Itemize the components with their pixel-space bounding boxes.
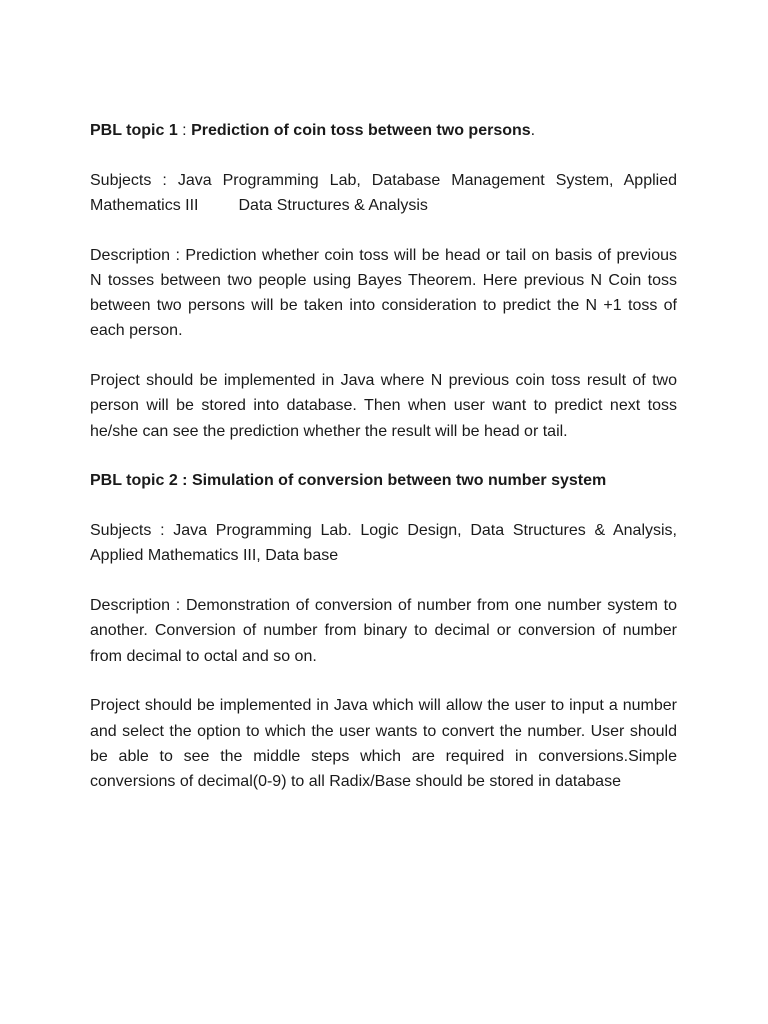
topic1-project: Project should be implemented in Java where N previous coin toss result of two person will be stored into database. Then when user want to predict next toss he/she can see the prediction whether the result will be head or tail. [90, 372, 677, 440]
topic2-subjects: Subjects : Java Programming Lab. Logic Design, Data Structures & Analysis, Applied Mathematics III, Data base [90, 522, 677, 565]
topic2-description: Description : Demonstration of conversion of number from one number system to another. Conversion of number from binary to decimal or conversion of number from decimal to octal and so on. [90, 597, 677, 665]
document-body [90, 118, 677, 819]
topic1-heading-colon: : [177, 122, 192, 139]
topic2-project: Project should be implemented in Java which will allow the user to input a number and select the option to which the user wants to convert the number. User should be able to see the middle steps which are required in conversions.Simple conversions of decimal(0-9) to all Radix/Base should be stored in database [90, 697, 677, 791]
topic2-heading-text: PBL topic 2 : Simulation of conversion between two number system [90, 472, 607, 490]
topic2-heading [90, 468, 677, 493]
topic1-subjects [90, 168, 677, 218]
topic1-description: Description : Prediction whether coin toss will be head or tail on basis of previous N tosses between two people using Bayes Theorem. Here previous N Coin toss between two persons will be taken into consideration to predict the N +1 toss of each person. [90, 246, 677, 340]
topic1-heading-suffix: . [530, 122, 536, 139]
topic1-subjects-part2: Data Structures & Analysis [238, 197, 428, 214]
topic1-heading-prefix: PBL topic 1 [90, 122, 178, 139]
topic1-subjects-part1: Subjects : Java Programming Lab, Database Management System, Applied Mathematics III [90, 171, 677, 214]
topic1-heading [90, 118, 677, 143]
topic1-heading-title: Prediction of coin toss between two persons [191, 122, 531, 139]
